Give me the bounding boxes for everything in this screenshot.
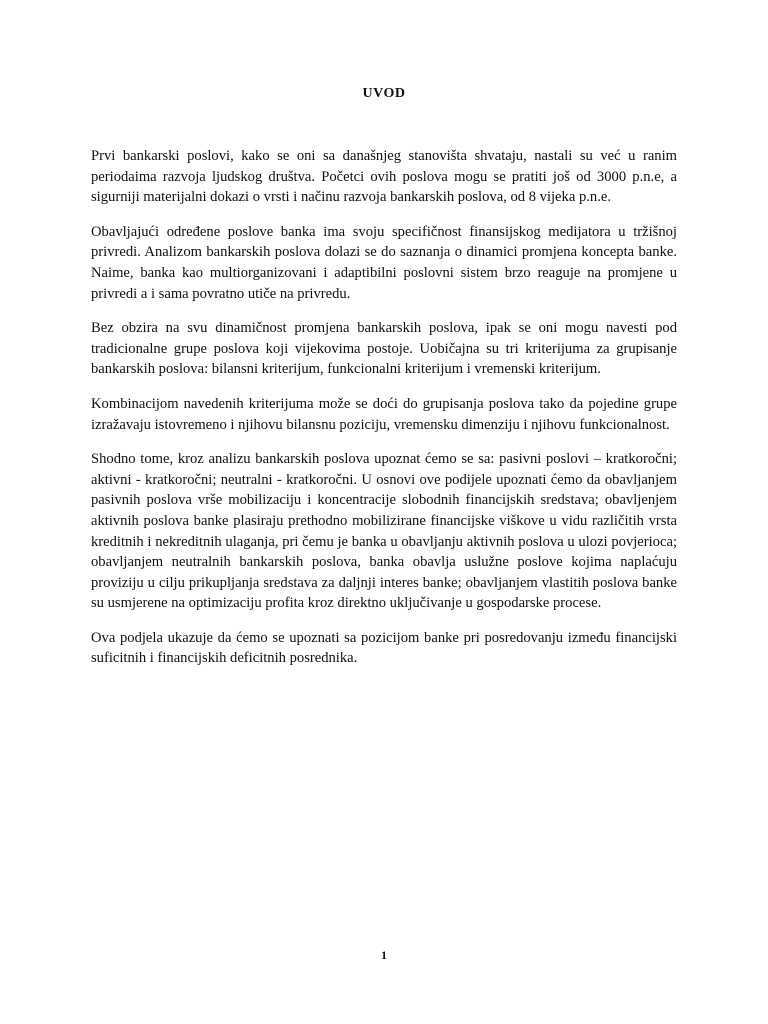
- paragraph-1: Prvi bankarski poslovi, kako se oni sa današnjeg stanovišta shvataju, nastali su već u ranim periodaima razvoja ljudskog društva. Početci ovih poslova mogu se pratiti još od 3000 p.n.e, a sigurniji materijalni dokazi o vrsti i načinu razvoja bankarskih poslova, od 8 vijeka p.n.e.: [91, 148, 677, 206]
- paragraph-3: Bez obzira na svu dinamičnost promjena bankarskih poslova, ipak se oni mogu navesti pod tradicionalne grupe poslova koji vijekovima postoje. Uobičajna su tri kriterijuma za grupisanje bankarskih poslova: bilansni kriterijum, funkcionalni kriterijum i vremenski kriterijum.: [91, 320, 677, 378]
- paragraph-5: Shodno tome, kroz analizu bankarskih poslova upoznat ćemo se sa: pasivni poslovi – kratkoročni; aktivni - kratkoročni; neutralni - kratkoročni. U osnovi ove podijele upoznati ćemo da obavljanjem pasivnih poslova vrše mobilizaciju i koncentracije slobodnih financijskih sredstava; obavljenjem aktivnih poslova banke plasiraju prethodno mobilizirane financijske viškove u vidu različitih vrsta kreditnih i nekreditnih ulaganja, pri čemu je banka u obavljanju aktivnih poslova u ulozi povjerioca; obavljanjem neutralnih bankarskih poslova, banka obavlja uslužne poslove kojima naplaćuju proviziju u cilju prikupljanja sredstava za daljnji interes banke; obavljanjem vlastitih poslova banke su usmjerene na optimizaciju profita kroz direktno uključivanje u gospodarske procese.: [91, 451, 677, 612]
- body-text: [91, 146, 677, 683]
- paragraph-4: Kombinacijom navedenih kriterijuma može se doći do grupisanja poslova tako da pojedine grupe izražavaju istovremeno i njihovu bilansnu poziciju, vremensku dimenziju i njihovu funkcionalnost.: [91, 395, 677, 433]
- paragraph-2: Obavljajući određene poslove banka ima svoju specifičnost finansijskog medijatora u tržišnoj privredi. Analizom bankarskih poslova dolazi se do saznanja o dinamici promjena koncepta banke. Naime, banka kao multiorganizovani i adaptibilni poslovni sistem brzo reaguje na promjene u privredi a i sama povratno utiče na privredu.: [91, 223, 677, 302]
- page-title: UVOD: [362, 86, 406, 101]
- page-number: 1: [381, 948, 387, 962]
- paragraph-6: Ova podjela ukazuje da ćemo se upoznati sa pozicijom banke pri posredovanju između financijski suficitnih i financijskih deficitnih posrednika.: [91, 629, 677, 667]
